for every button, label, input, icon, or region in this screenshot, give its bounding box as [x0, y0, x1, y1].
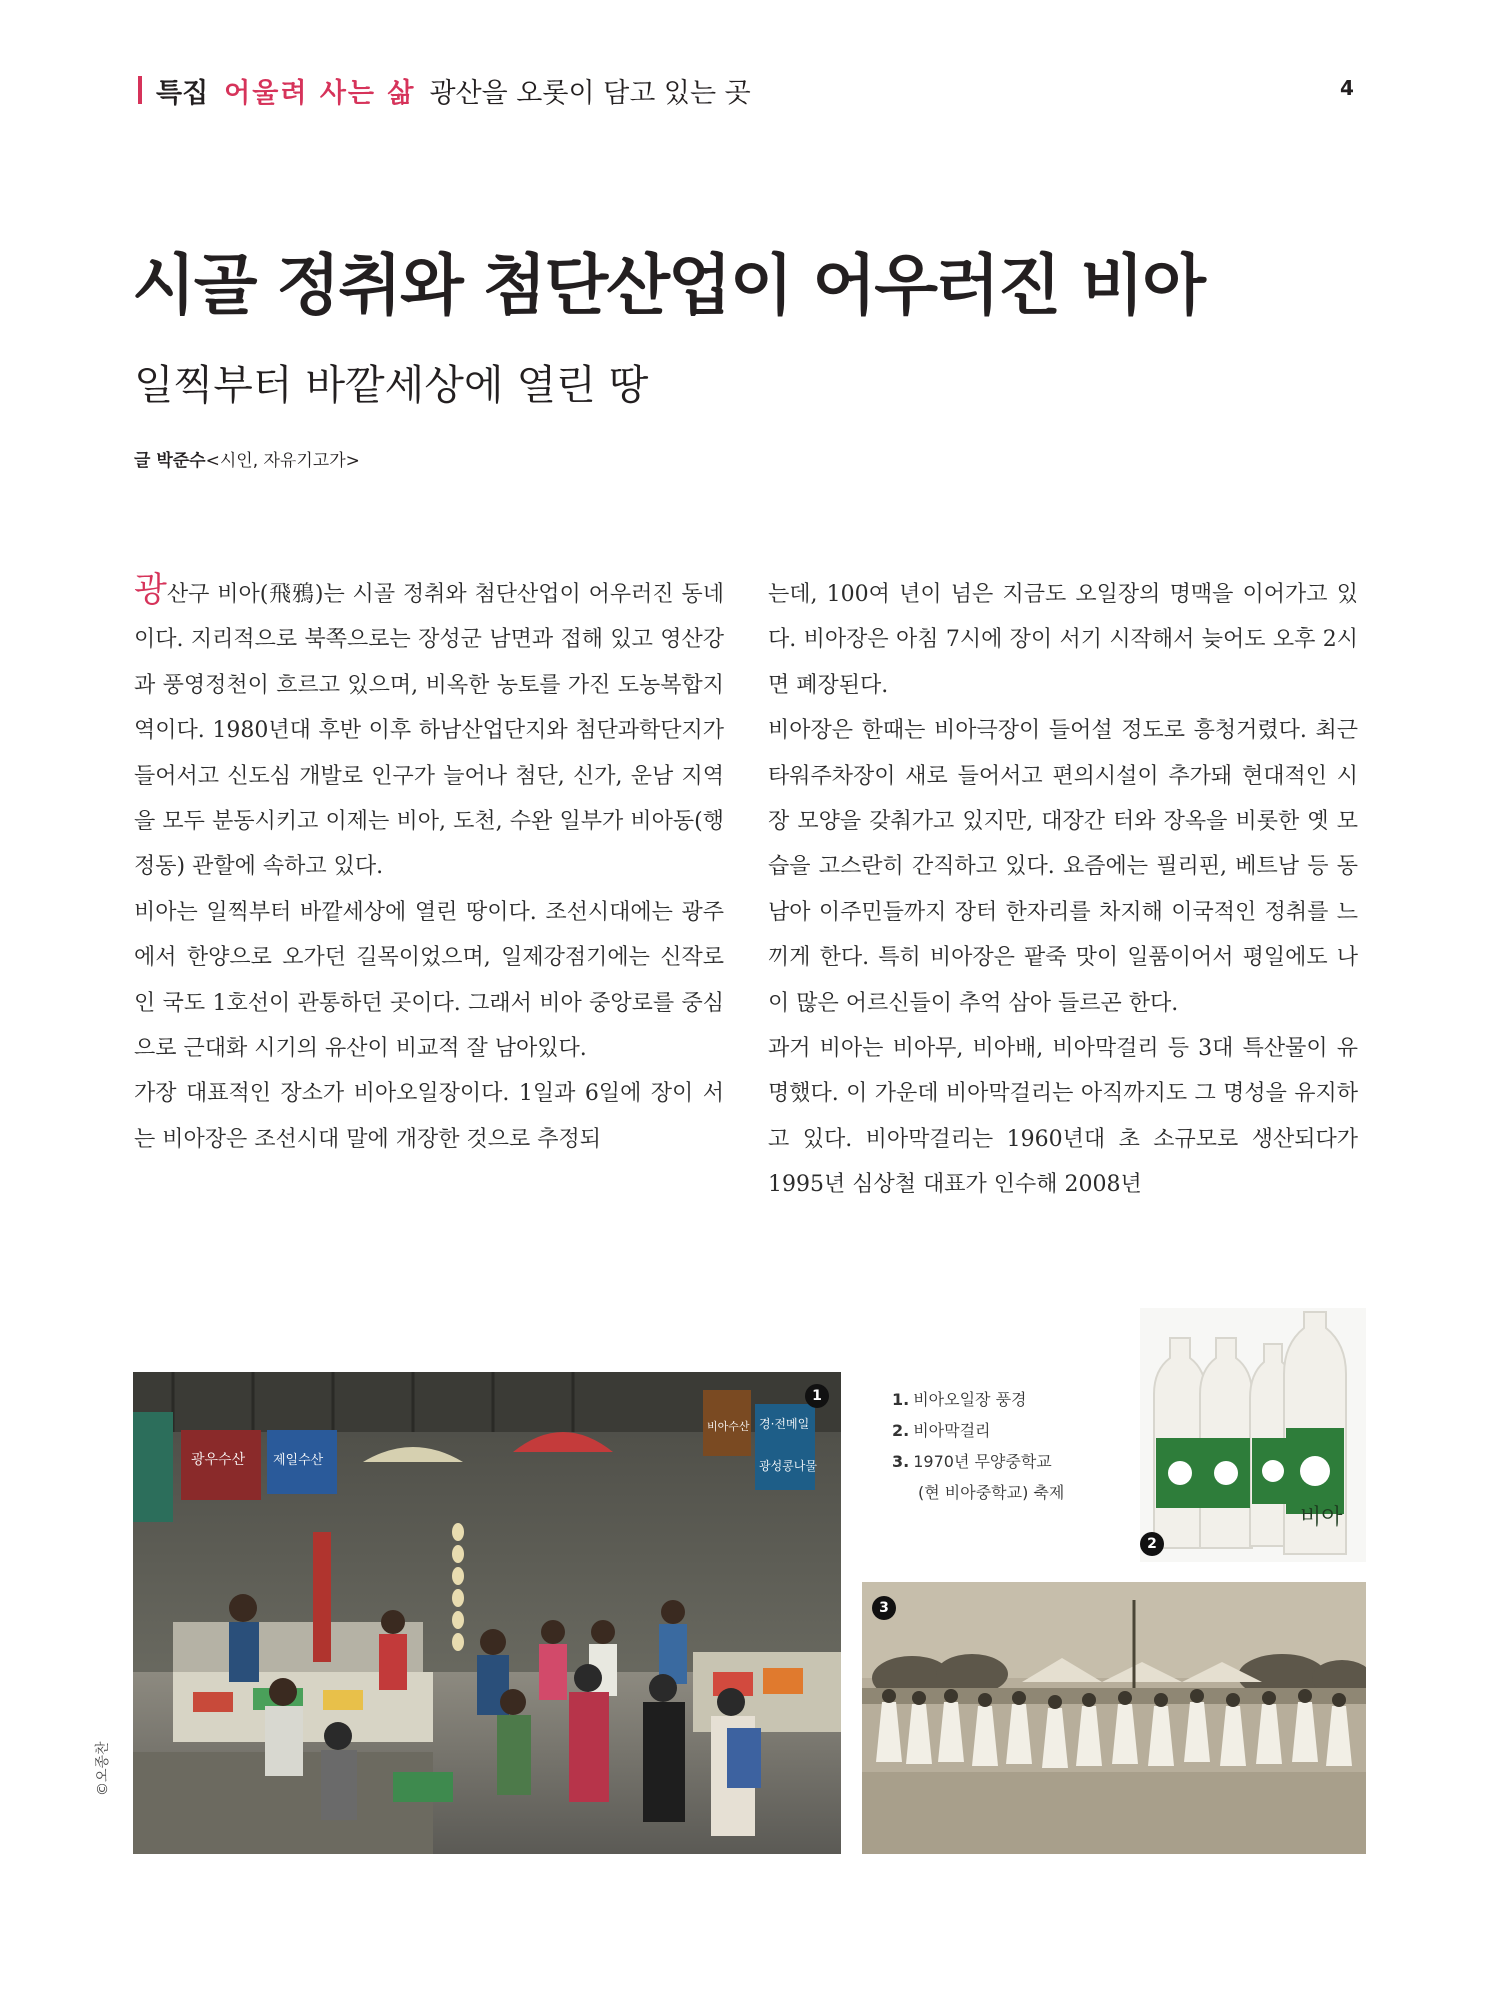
- photo-captions: [892, 1384, 1064, 1508]
- byline-author: 글 박준수: [134, 451, 206, 471]
- festival-photo: [862, 1582, 1366, 1854]
- header-accent-bar: [138, 76, 142, 104]
- photo-credit: ©오종찬: [95, 1741, 111, 1796]
- page-number: 4: [1340, 76, 1354, 100]
- paragraph: 비아는 일찍부터 바깥세상에 열린 땅이다. 조선시대에는 광주에서 한양으로 오가던 길목이었으며, 일제강점기에는 신작로인 국도 1호선이 관통하던 곳이다. 그래서 비아 중앙로를 중심으로 근대화 시기의 유산이 비교적 잘 남아있다.: [134, 899, 724, 1062]
- market-sign: 제일수산: [273, 1453, 324, 1468]
- festival-illustration: [862, 1582, 1366, 1854]
- body-column-right: [768, 572, 1358, 1208]
- paragraph: 과거 비아는 비아무, 비아배, 비아막걸리 등 3대 특산물이 유명했다. 이 가운데 비아막걸리는 아직까지도 그 명성을 유지하고 있다. 비아막걸리는 1960년대 초 소규모로 생산되다가 1995년 심상철 대표가 인수해 2008년: [768, 1036, 1358, 1198]
- article-title: 시골 정취와 첨단산업이 어우러진 비아: [132, 247, 1205, 324]
- body-column-left: [134, 572, 724, 1162]
- photo-number-badge: 2: [1140, 1532, 1164, 1556]
- market-sign: 광우수산: [191, 1452, 246, 1468]
- article-subtitle: 일찍부터 바깥세상에 열린 땅: [134, 361, 649, 409]
- caption-item: 3. 1970년 무양중학교: [892, 1452, 1052, 1471]
- paragraph: 가장 대표적인 장소가 비아오일장이다. 1일과 6일에 장이 서는 비아장은 조선시대 말에 개장한 것으로 추정되: [134, 1081, 724, 1152]
- photo-number-badge: 1: [805, 1384, 829, 1408]
- caption-item: (현 비아중학교) 축제: [918, 1483, 1065, 1502]
- caption-item: 1. 비아오일장 풍경: [892, 1390, 1027, 1409]
- makgeolli-photo: [1140, 1308, 1366, 1562]
- paragraph: 비아장은 한때는 비아극장이 들어설 정도로 흥청거렸다. 최근 타워주차장이 새로 들어서고 편의시설이 추가돼 현대적인 시장 모양을 갖춰가고 있지만, 대장간 터와 장옥을 비롯한 옛 모습을 고스란히 간직하고 있다. 요즘에는 필리핀, 베트남 등 동남아 이주민들까지 장터 한자리를 차지해 이국적인 정취를 느끼게 한다. 특히 비아장은 팥죽 맛이 일품이어서 평일에도 나이 많은 어르신들이 추억 삼아 들르곤 한다.: [768, 718, 1358, 1016]
- header-theme: 어울려 사는 삶: [224, 77, 416, 109]
- running-header: [138, 70, 751, 110]
- bottle-label: 비아: [1300, 1505, 1343, 1530]
- byline: [134, 446, 360, 471]
- byline-role: <시인, 자유기고가>: [205, 451, 360, 471]
- paragraph: 광산구 비아(飛鴉)는 시골 정취와 첨단산업이 어우러진 동네이다. 지리적으로 북쪽으로는 장성군 남면과 접해 있고 영산강과 풍영정천이 흐르고 있으며, 비옥한 농토를 가진 도농복합지역이다. 1980년대 후반 이후 하남산업단지와 첨단과학단지가 들어서고 신도심 개발로 인구가 늘어나 첨단, 신가, 운남 지역을 모두 분동시키고 이제는 비아, 도천, 수완 일부가 비아동(행정동) 관할에 속하고 있다.: [134, 570, 724, 880]
- drop-cap: 광: [134, 570, 167, 610]
- market-sign: 광성콩나물: [759, 1459, 817, 1473]
- header-subtitle: 광산을 오롯이 담고 있는 곳: [429, 77, 751, 109]
- caption-item: 2. 비아막걸리: [892, 1421, 991, 1440]
- market-photo: [133, 1372, 841, 1854]
- header-section: 특집: [156, 77, 209, 109]
- market-illustration: [133, 1372, 841, 1854]
- bottles-illustration: [1140, 1308, 1366, 1562]
- market-sign: 비아수산: [707, 1420, 750, 1433]
- photo-number-badge: 3: [872, 1596, 896, 1620]
- paragraph: 는데, 100여 년이 넘은 지금도 오일장의 명맥을 이어가고 있다. 비아장은 아침 7시에 장이 서기 시작해서 늦어도 오후 2시면 폐장된다.: [768, 582, 1358, 698]
- market-sign: 경·전메일: [759, 1417, 810, 1431]
